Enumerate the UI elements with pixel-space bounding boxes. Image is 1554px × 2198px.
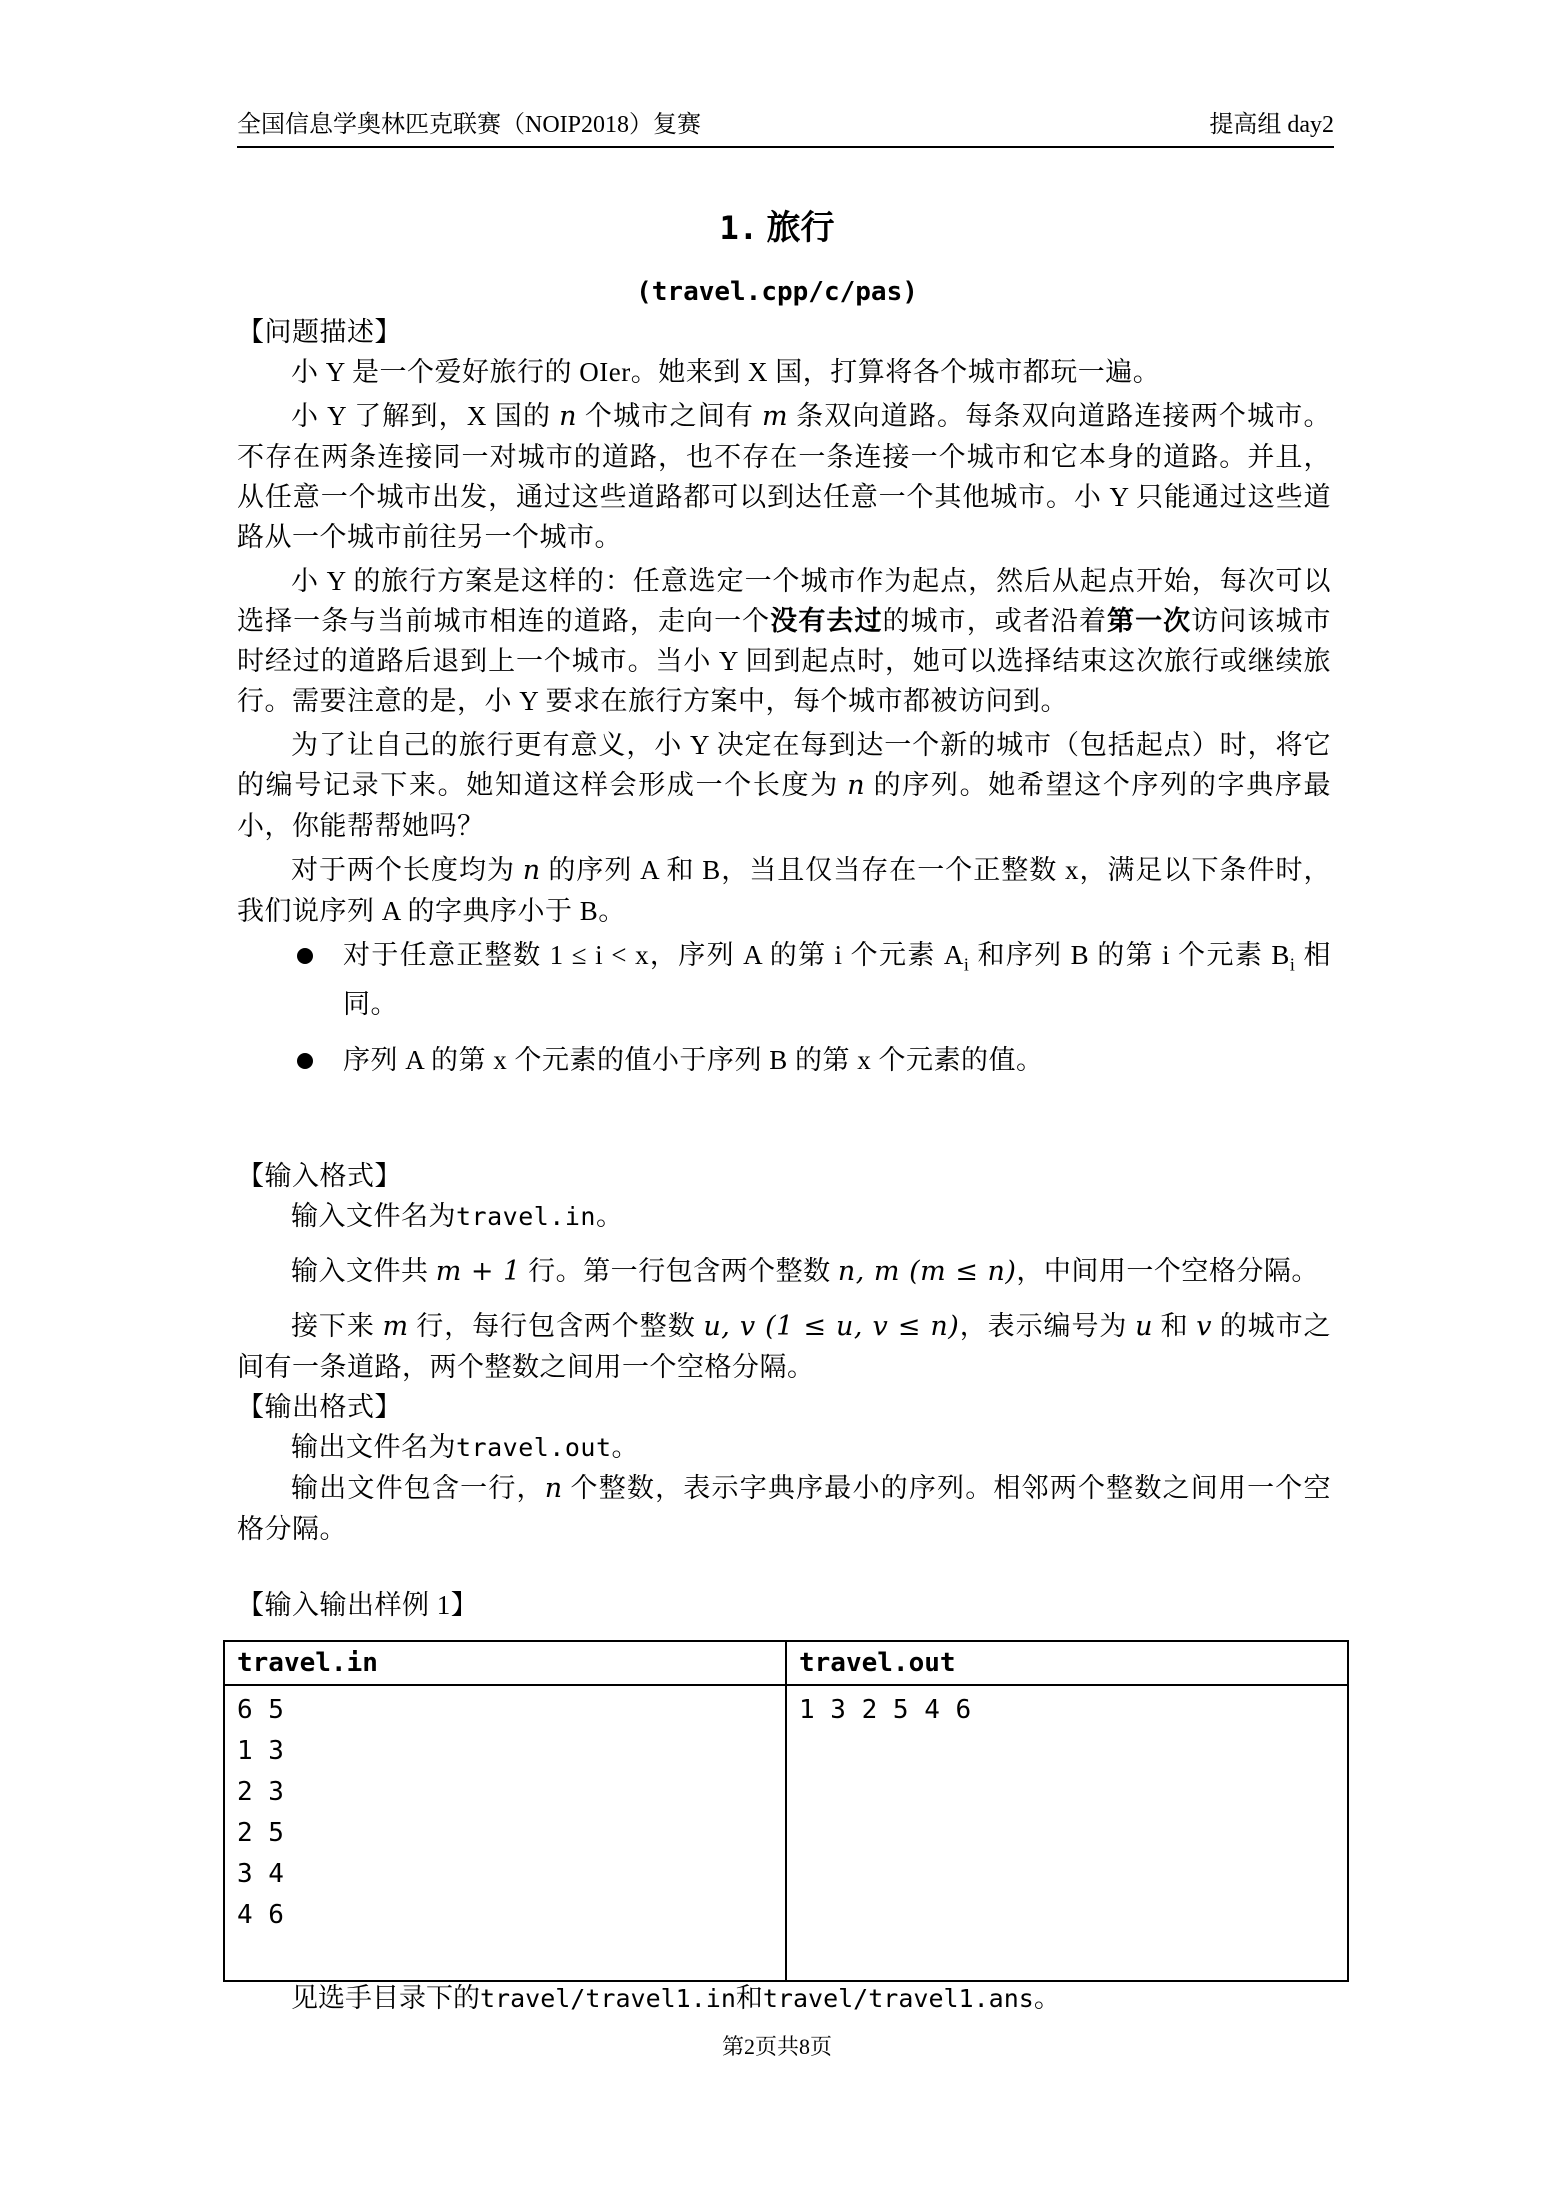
- sample-input-line: 3 4: [237, 1859, 284, 1889]
- output-content-spec: 输出文件包含一行，n 个整数，表示字典序最小的序列。相邻两个整数之间用一个空格分隔。: [237, 1473, 1332, 1545]
- description-paragraph-3: 小 Y 的旅行方案是这样的：任意选定一个城市作为起点，然后从起点开始，每次可以选择一条与当前城市相连的道路，走向一个没有去过的城市，或者沿着第一次访问该城市时经过的道路后退到上一个城市。当小 Y 回到起点时，她可以选择结束这次旅行或继续旅行。需要注意的是，小 Y 要求在旅行方案中，每个城市都被访问到。: [237, 566, 1332, 716]
- sample-output-cell: [786, 1685, 1348, 1981]
- sample-heading: 【输入输出样例 1】: [237, 1590, 479, 1621]
- page-number: 第2页共8页: [721, 2034, 832, 2059]
- problem-file-names: (travel.cpp/c/pas): [636, 277, 918, 307]
- sample-input-line: 6 5: [237, 1695, 284, 1725]
- description-paragraph-5: 对于两个长度均为 n 的序列 A 和 B，当且仅当存在一个正整数 x，满足以下条件时，我们说序列 A 的字典序小于 B。: [237, 855, 1331, 926]
- header-contest-name: 全国信息学奥林匹克联赛（NOIP2018）复赛: [237, 112, 702, 138]
- description-paragraph-2: 小 Y 了解到，X 国的 n 个城市之间有 m 条双向道路。每条双向道路连接两个城市。不存在两条连接同一对城市的道路，也不存在一条连接一个城市和它本身的道路。并且，从任意一个城市出发，通过这些道路都可以到达任意一个其他城市。小 Y 只能通过这些道路从一个城市前往另一个城市。: [237, 401, 1331, 552]
- description-heading: 【问题描述】: [237, 317, 402, 347]
- output-format-heading: 【输出格式】: [237, 1392, 402, 1423]
- sample-input-line: 2 5: [237, 1818, 284, 1848]
- sample-output-line: 1 3 2 5 4 6: [799, 1695, 972, 1725]
- bullet-icon: [297, 948, 313, 964]
- emphasis-first-time: 第一次: [1107, 606, 1192, 636]
- sample-input-line: 1 3: [237, 1736, 284, 1766]
- problem-name: 旅行: [766, 210, 835, 247]
- bullet-icon: [297, 1053, 313, 1069]
- sample-input-line: 4 6: [237, 1900, 284, 1930]
- condition-item-2: 序列 A 的第 x 个元素的值小于序列 B 的第 x 个元素的值。: [237, 1040, 1331, 1080]
- condition-list: [237, 935, 1331, 1080]
- condition-item-1: 对于任意正整数 1 ≤ i < x，序列 A 的第 i 个元素 $A_i$ 和序列 B 的第 i 个元素 $B_i$ 相同。: [237, 935, 1331, 1024]
- sample-output-header: travel.out: [786, 1641, 1348, 1685]
- sample-input-header: travel.in: [224, 1641, 786, 1685]
- output-file-name-line: 输出文件名为travel.out。: [291, 1432, 640, 1463]
- sample-io-table: [223, 1640, 1349, 1982]
- input-file-name-line: 输入文件名为travel.in。: [291, 1201, 624, 1232]
- emphasis-not-visited: 没有去过: [770, 606, 883, 636]
- header-group-day: 提高组 day2: [1209, 112, 1334, 138]
- problem-body: [237, 312, 1331, 1625]
- input-edge-lines-spec: 接下来 m 行，每行包含两个整数 u, v (1 ≤ u, v ≤ n)，表示编号为 u 和 v 的城市之间有一条道路，两个整数之间用一个空格分隔。: [237, 1311, 1332, 1383]
- sample-input-line: 2 3: [237, 1777, 284, 1807]
- sample-input-cell: [224, 1685, 786, 1981]
- input-first-line-spec: 输入文件共 m + 1 行。第一行包含两个整数 n, m (m ≤ n)，中间用一个空格分隔。: [291, 1256, 1319, 1288]
- sample-files-note: 见选手目录下的travel/travel1.in和travel/travel1.ans。: [291, 1983, 1061, 2013]
- input-format-heading: 【输入格式】: [237, 1161, 402, 1192]
- description-paragraph-1: 小 Y 是一个爱好旅行的 OIer。她来到 X 国，打算将各个城市都玩一遍。: [291, 357, 1161, 387]
- problem-number: 1.: [719, 209, 759, 247]
- page-header: [237, 104, 1334, 148]
- problem-title: [0, 206, 1554, 251]
- description-paragraph-4: 为了让自己的旅行更有意义，小 Y 决定在每到达一个新的城市（包括起点）时，将它的编号记录下来。她知道这样会形成一个长度为 n 的序列。她希望这个序列的字典序最小，你能帮帮她吗？: [237, 730, 1332, 841]
